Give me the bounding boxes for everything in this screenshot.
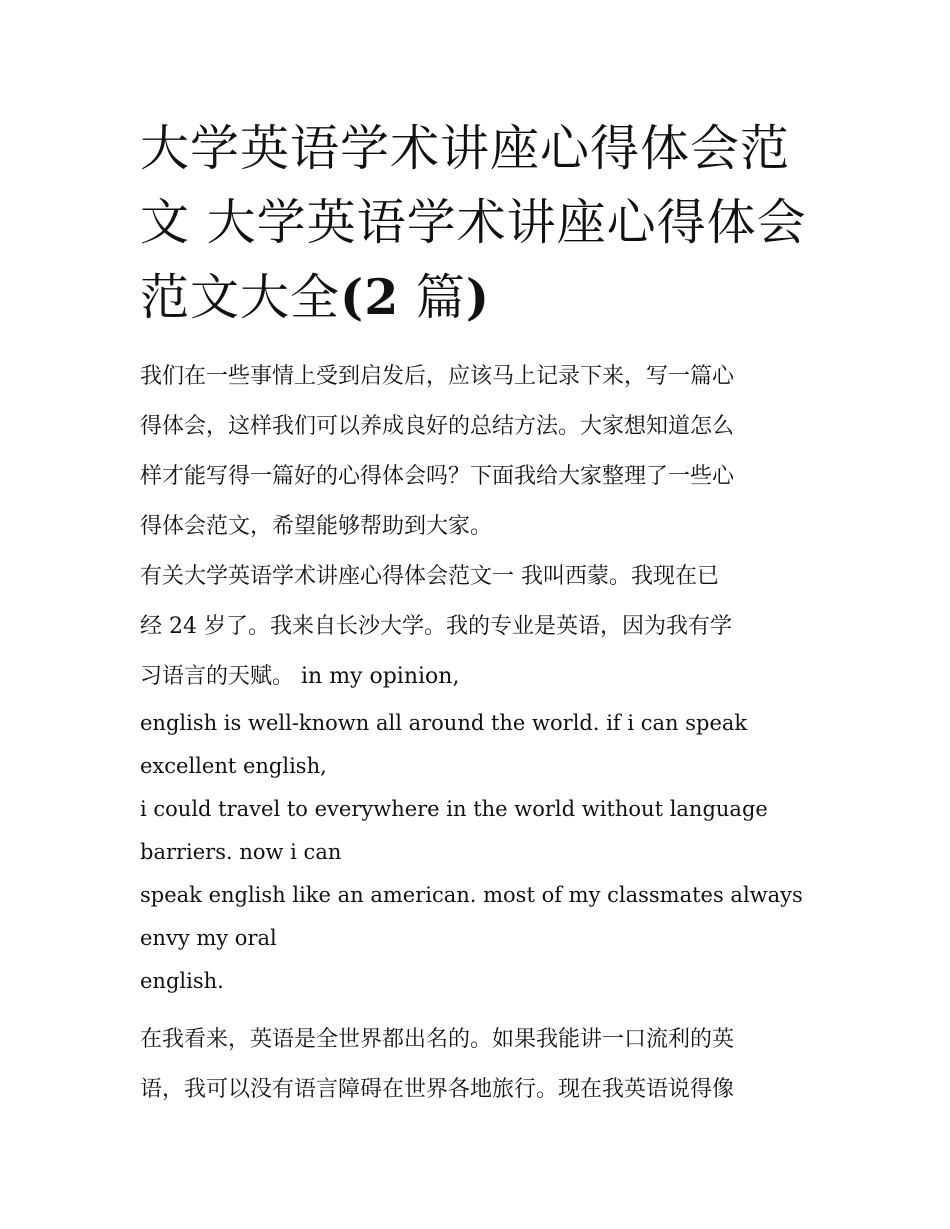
english-line: speak english like an american. most of my classmates always (140, 883, 803, 907)
title-close: ) (465, 268, 491, 326)
title-line: 文 大学英语学术讲座心得体会 (140, 194, 807, 251)
title-text: 范文大全 (140, 269, 341, 326)
title-line (140, 260, 816, 335)
paragraph-line: 得体会范文，希望能够帮助到大家。 (140, 514, 493, 539)
title-unit: 篇 (415, 269, 466, 326)
english-passage (140, 702, 816, 1003)
document-page (140, 112, 816, 1115)
essay-paragraph-2 (140, 1015, 816, 1115)
english-line: english. (140, 969, 224, 993)
paragraph-line: 有关大学英语学术讲座心得体会范文一 我叫西蒙。我现在已 (140, 564, 719, 589)
english-line: barriers. now i can (140, 840, 342, 864)
english-line: i could travel to everywhere in the world without language (140, 797, 768, 821)
paragraph-line: 语，我可以没有语言障碍在世界各地旅行。现在我英语说得像 (140, 1077, 735, 1102)
paragraph-line: 经 24 岁了。我来自长沙大学。我的专业是英语，因为我有学 (140, 614, 732, 639)
paragraph-line: 在我看来，英语是全世界都出名的。如果我能讲一口流利的英 (140, 1027, 735, 1052)
intro-paragraph (140, 352, 816, 552)
paragraph-line: 习语言的天赋。 in my opinion, (140, 664, 460, 689)
title-line: 大学英语学术讲座心得体会范 (140, 120, 791, 177)
english-line: envy my oral (140, 926, 277, 950)
essay-paragraph-1 (140, 552, 816, 702)
english-line: english is well-known all around the world. if i can speak (140, 711, 748, 735)
english-line: excellent english, (140, 754, 327, 778)
paragraph-line: 我们在一些事情上受到启发后，应该马上记录下来，写一篇心 (140, 364, 735, 389)
paragraph-line: 样才能写得一篇好的心得体会吗？下面我给大家整理了一些心 (140, 464, 735, 489)
paragraph-line: 得体会，这样我们可以养成良好的总结方法。大家想知道怎么 (140, 414, 735, 439)
title-count: (2 (340, 268, 400, 326)
document-title (140, 112, 816, 335)
